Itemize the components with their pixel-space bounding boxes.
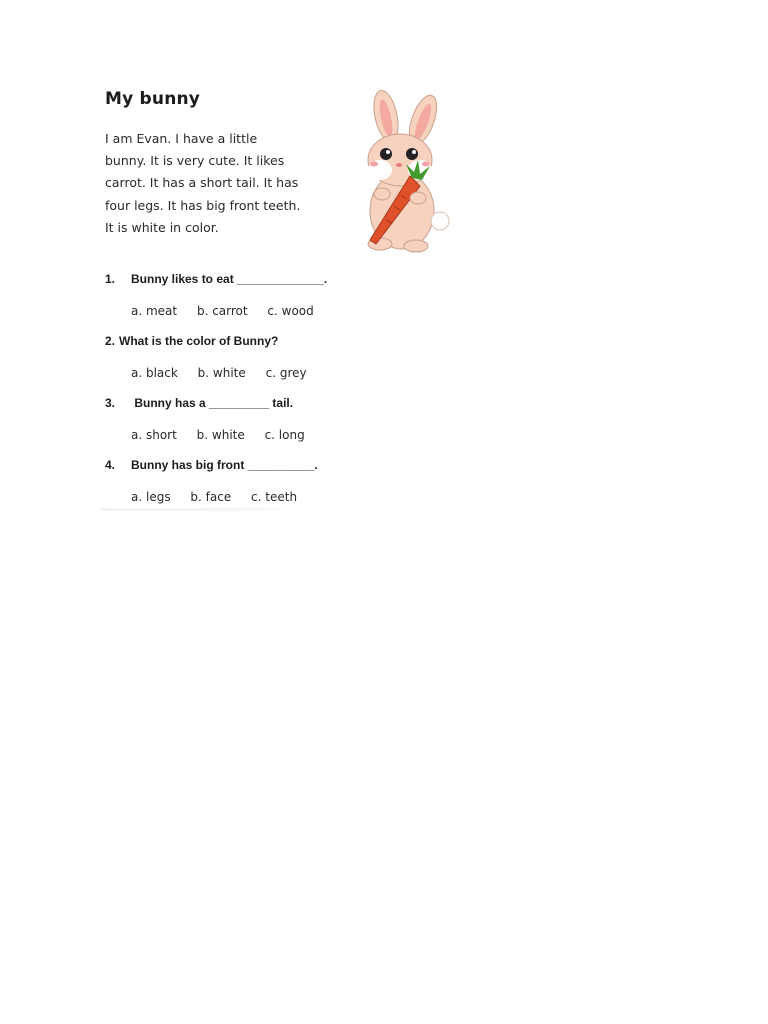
option-b: b. carrot: [196, 304, 248, 318]
option-c: c. teeth: [251, 490, 298, 504]
option-b: b. white: [197, 366, 246, 380]
options-2: [131, 366, 323, 380]
passage-line: bunny. It is very cute. It likes: [105, 153, 285, 169]
passage-line: It is white in color.: [105, 219, 219, 235]
reading-passage: [105, 128, 320, 239]
question-3: [105, 396, 293, 410]
option-a: a. short: [131, 428, 177, 442]
option-a: a. meat: [131, 304, 178, 318]
question-2: [105, 334, 278, 348]
question-text: Bunny has a _________ tail.: [131, 396, 294, 410]
question-number: 2.: [105, 334, 116, 348]
option-c: c. long: [264, 428, 305, 442]
question-text: What is the color of Bunny?: [119, 334, 279, 348]
bunny-illustration-icon: [346, 86, 454, 256]
question-1: [105, 272, 327, 286]
passage-line: I am Evan. I have a little: [105, 131, 258, 146]
options-4: [131, 490, 313, 504]
question-4: [105, 458, 318, 472]
question-number: 1.: [105, 272, 116, 286]
options-1: [131, 304, 330, 318]
worksheet-title: My bunny: [105, 89, 201, 109]
option-a: a. black: [131, 366, 178, 380]
page-cutoff-edge: [100, 508, 280, 511]
question-number: 3.: [105, 396, 116, 410]
passage-line: carrot. It has a short tail. It has: [105, 175, 299, 191]
question-number: 4.: [105, 458, 116, 472]
option-b: b. face: [190, 490, 232, 504]
option-a: a. legs: [131, 490, 171, 504]
option-b: b. white: [196, 428, 245, 442]
question-text: Bunny has big front __________.: [131, 458, 318, 472]
options-3: [131, 428, 321, 442]
question-text: Bunny likes to eat _____________.: [131, 272, 328, 286]
option-c: c. wood: [267, 304, 314, 318]
passage-line: four legs. It has big front teeth.: [105, 197, 301, 213]
option-c: c. grey: [265, 366, 307, 380]
